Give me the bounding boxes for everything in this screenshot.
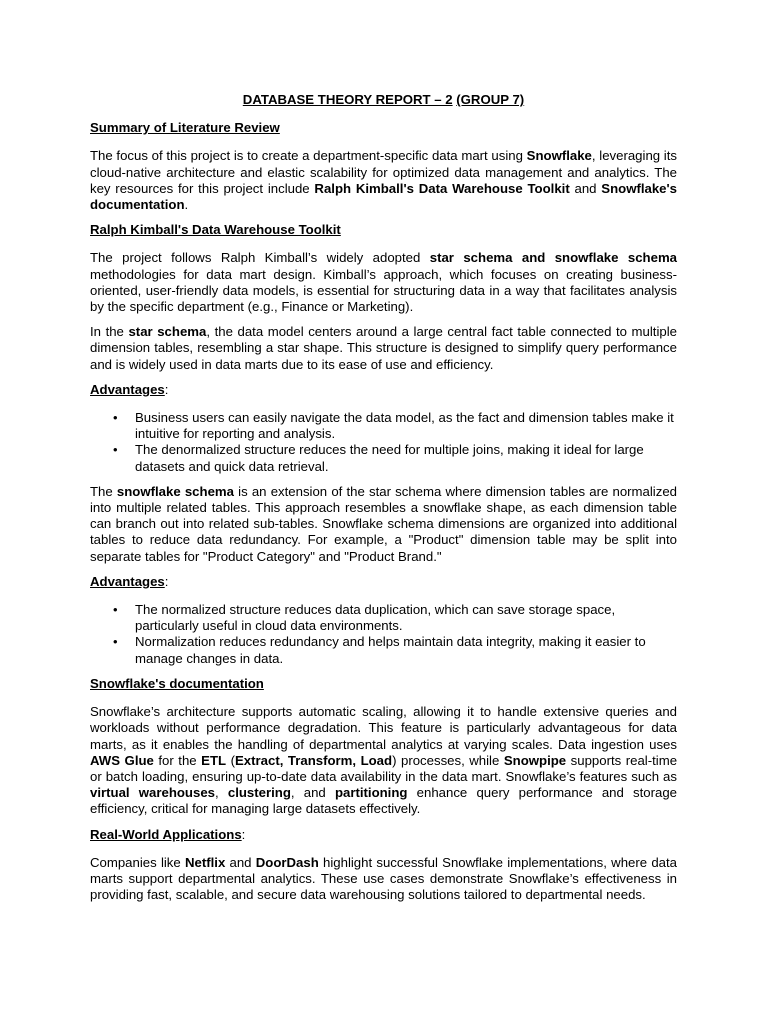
bullet-icon: • (113, 442, 118, 458)
list-item: • Business users can easily navigate the data model, as the fact and dimension tables make it intuitive for reporting and analysis. (113, 410, 674, 442)
advantages-heading-snowflake: Advantages: (90, 573, 169, 589)
report-title-main: DATABASE THEORY REPORT – 2 (242, 92, 453, 107)
bullet-icon: • (113, 634, 118, 650)
list-item: • Normalization reduces redundancy and helps maintain data integrity, making it easier to manage changes in data. (113, 634, 646, 666)
section-heading-snowflake-docs: Snowflake's documentation (90, 675, 264, 691)
list-item: • The denormalized structure reduces the need for multiple joins, making it ideal for large datasets and quick data retrieval. (113, 442, 644, 474)
document-page (90, 92, 677, 912)
section-heading-real-world: Real-World Applications: (90, 826, 246, 842)
star-schema-paragraph: In the star schema, the data model centers around a large central fact table connected to multiple dimension tables, resembling a star shape. This structure is designed to simplify query performance and is widely used in data marts due to its ease of use and efficiency. (90, 324, 677, 372)
advantages-list-star (90, 410, 677, 475)
real-world-paragraph: Companies like Netflix and DoorDash highlight successful Snowflake implementations, where data marts support departmental analytics. These use cases demonstrate Snowflake’s effectiveness in providing fast, scalable, and secure data warehousing solutions tailored to departmental needs. (90, 854, 677, 903)
snowflake-docs-paragraph: Snowflake’s architecture supports automatic scaling, allowing it to handle extensive queries and workloads without performance degradation. This feature is particularly advantageous for data marts, as it enables the handling of departmental analytics at varying scales. Data ingestion uses AWS Glue for the ETL (Extract, Transform, Load) processes, while Snowpipe supports real-time or batch loading, ensuring up-to-date data availability in the data mart. Snowflake’s features such as virtual warehouses, clustering, and partitioning enhance query performance and storage efficiency, critical for managing large datasets effectively. (90, 704, 678, 817)
report-title (90, 92, 677, 108)
bullet-icon: • (113, 410, 118, 426)
advantages-list-snowflake (90, 602, 677, 667)
bullet-icon: • (113, 602, 118, 618)
snowflake-schema-paragraph: The snowflake schema is an extension of the star schema where dimension tables are normalized into multiple related tables. This approach resembles a snowflake shape, as each dimension table can branch out into related sub-tables. Snowflake schema dimensions are organized into additional tables to reduce data redundancy. For example, a "Product" dimension table may be split into separate tables for "Product Category" and "Product Brand." (90, 483, 677, 564)
summary-paragraph: The focus of this project is to create a department-specific data mart using Snowflake, leveraging its cloud-native architecture and elastic scalability for optimized data management and analytics. The key resources for this project include Ralph Kimball's Data Warehouse Toolkit and Snowflake's documentation. (90, 148, 677, 213)
advantages-heading-star: Advantages: (90, 381, 169, 397)
report-title-group: (GROUP 7) (456, 92, 525, 107)
section-heading-kimball: Ralph Kimball's Data Warehouse Toolkit (90, 222, 341, 238)
kimball-paragraph-1: The project follows Ralph Kimball’s widely adopted star schema and snowflake schema methodologies for data mart design. Kimball’s approach, which focuses on creating business-oriented, user-friendly data models, is essential for structuring data in a way that facilitates analysis by the specific department (e.g., Finance or Marketing). (90, 250, 678, 315)
list-item: • The normalized structure reduces data duplication, which can save storage space, particularly useful in cloud data environments. (113, 602, 616, 634)
section-heading-summary: Summary of Literature Review (90, 120, 280, 136)
